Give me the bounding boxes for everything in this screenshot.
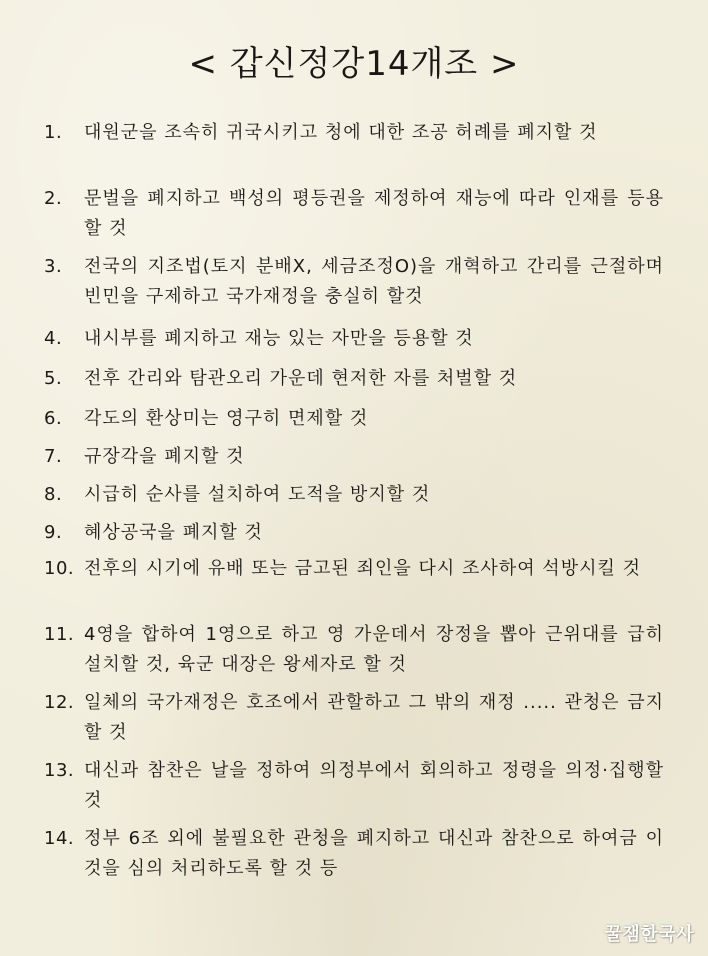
page-title: < 갑신정강14개조 >: [188, 44, 520, 84]
item-text: 전국의 지조법(토지 분배X, 세금조정O)을 개혁하고 간리를 근절하며 빈민을 구제하고 국가재정을 충실히 할것: [84, 256, 664, 307]
item-number: 9.: [44, 522, 63, 543]
item-text: 내시부를 폐지하고 재능 있는 자만을 등용할 것: [84, 328, 474, 349]
list-item: [44, 404, 664, 442]
item-number: 4.: [44, 328, 63, 349]
list-item: [44, 184, 664, 252]
item-number: 6.: [44, 408, 63, 429]
item-text: 정부 6조 외에 불필요한 관청을 폐지하고 대신과 참찬으로 하여금 이것을 심의 처리하도록 할 것 등: [84, 828, 664, 879]
list-item: [44, 480, 664, 518]
item-number: 5.: [44, 368, 63, 389]
list-item: [44, 518, 664, 554]
article-list: [44, 118, 664, 884]
list-item: [44, 824, 664, 884]
item-number: 11.: [44, 624, 75, 645]
list-item: [44, 252, 664, 324]
list-item: [44, 756, 664, 824]
item-text: 4영을 합하여 1영으로 하고 영 가운데서 장정을 뽑아 근위대를 급히 설치할 것, 육군 대장은 왕세자로 할 것: [84, 624, 664, 675]
watermark: 꿀잼한국사: [604, 924, 694, 945]
item-text: 혜상공국을 폐지할 것: [84, 522, 263, 543]
item-text: 대신과 참찬은 날을 정하여 의정부에서 회의하고 정령을 의정·집행할 것: [84, 760, 664, 811]
item-text: 시급히 순사를 설치하여 도적을 방지할 것: [84, 484, 431, 505]
item-text: 전후 간리와 탐관오리 가운데 현저한 자를 처벌할 것: [84, 368, 518, 389]
item-number: 10.: [44, 558, 75, 579]
list-item: [44, 688, 664, 756]
list-item: [44, 324, 664, 364]
item-text: 일체의 국가재정은 호조에서 관할하고 그 밖의 재정 ..... 관청은 금지할 것: [84, 692, 664, 743]
item-text: 대원군을 조속히 귀국시키고 청에 대한 조공 허례를 폐지할 것: [84, 122, 598, 143]
item-text: 각도의 환상미는 영구히 면제할 것: [84, 408, 369, 429]
list-item: [44, 364, 664, 404]
list-item: [44, 620, 664, 688]
item-text: 전후의 시기에 유배 또는 금고된 죄인을 다시 조사하여 석방시킬 것: [84, 558, 641, 579]
list-item: [44, 442, 664, 480]
item-text: 문벌을 폐지하고 백성의 평등권을 제정하여 재능에 따라 인재를 등용할 것: [84, 188, 664, 239]
item-number: 3.: [44, 256, 63, 277]
item-number: 13.: [44, 760, 75, 781]
item-number: 2.: [44, 188, 63, 209]
item-number: 12.: [44, 692, 75, 713]
item-text: 규장각을 폐지할 것: [84, 446, 245, 467]
list-item: [44, 554, 664, 620]
item-number: 7.: [44, 446, 63, 467]
item-number: 1.: [44, 122, 63, 143]
list-item: [44, 118, 664, 184]
item-number: 8.: [44, 484, 63, 505]
item-number: 14.: [44, 828, 75, 849]
